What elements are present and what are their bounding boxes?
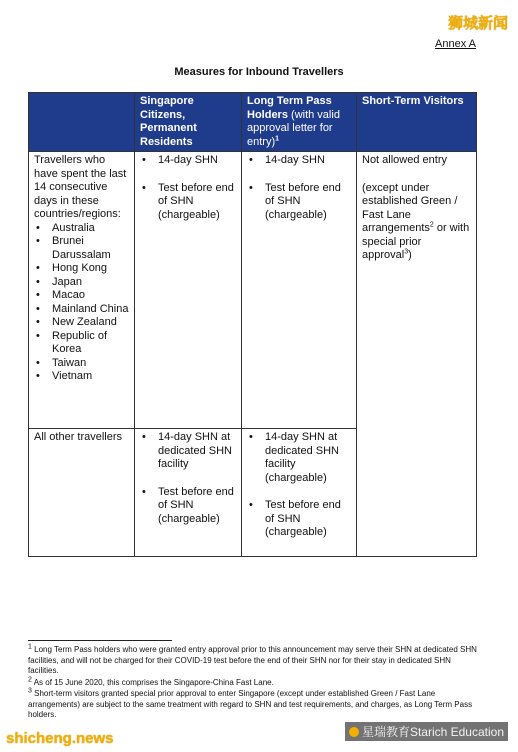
footnote-1: $^1$ Long Term Pass holders who were granted entry approval prior to this announcement may serve their SHN at dedicated SHN facilities, and will not be charged for their COVID-19 test before the end of their SHN nor for their stay in dedicated SHN facilities. <box>28 643 477 675</box>
header-sc-pr: Singapore Citizens, Permanent Residents <box>135 93 242 152</box>
row1-ltph-cell <box>242 152 357 429</box>
header-ltph <box>242 93 357 152</box>
header-ltph-sub: (with valid approval letter for entry) <box>247 108 340 148</box>
measure-list <box>247 154 351 222</box>
measures-table <box>28 92 477 557</box>
footnote-divider <box>28 640 172 641</box>
row2-label-cell: All other travellers <box>29 429 135 557</box>
header-empty <box>29 93 135 152</box>
list-item: • Hong Kong <box>34 262 129 276</box>
stv-sup-a: 2 <box>429 221 434 229</box>
document-title: Measures for Inbound Travellers <box>174 66 344 78</box>
stv-note-b: or with special prior approval <box>362 222 470 261</box>
header-ltph-main: Long Term Pass Holders <box>247 95 332 121</box>
stv-main: Not allowed entry <box>362 154 447 166</box>
table-row <box>29 152 477 429</box>
measure-list <box>247 431 351 540</box>
list-item: • 14-day SHN <box>140 154 236 168</box>
list-item: • Test before end of SHN (chargeable) <box>140 182 236 223</box>
stv-cell <box>357 152 477 557</box>
watermark-top: 狮城新闻 <box>447 15 508 32</box>
list-item: • Republic of Korea <box>34 330 129 357</box>
row1-sc-pr-cell <box>135 152 242 429</box>
list-item: • Test before end of SHN (chargeable) <box>140 486 236 527</box>
stv-note <box>362 182 471 263</box>
footnote-3: $^3$ Short-term visitors granted special prior approval to enter Singapore (except under established Green / Fast Lane arrangements) are subject to the same treatment with regard to SHN and test requirements, and charges, as Long Term Pass holders. <box>28 687 473 719</box>
list-item: • Australia <box>34 222 129 236</box>
row2-sc-pr-cell <box>135 429 242 557</box>
footnote-2: $^2$ As of 15 June 2020, this comprises the Singapore-China Fast Lane. <box>28 675 274 687</box>
measure-list <box>140 154 236 222</box>
list-item: • Macao <box>34 289 129 303</box>
measure-list <box>140 431 236 526</box>
row1-intro: Travellers who have spent the last 14 consecutive days in these countries/regions: <box>34 154 127 220</box>
annex-label: Annex A <box>435 38 476 50</box>
stv-sup-b: 3 <box>404 248 409 256</box>
starich-logo-icon <box>349 727 359 737</box>
list-item: • Taiwan <box>34 357 129 371</box>
header-stv: Short-Term Visitors <box>357 93 477 152</box>
list-item: • Test before end of SHN (chargeable) <box>247 182 351 223</box>
list-item: • Brunei Darussalam <box>34 235 129 262</box>
row2-ltph-cell <box>242 429 357 557</box>
list-item: • Japan <box>34 276 129 290</box>
stv-note-a: (except under established Green / Fast Lane arrangements <box>362 181 458 234</box>
list-item: • Vietnam <box>34 370 129 384</box>
table-header-row <box>29 93 477 152</box>
watermark-bottom-right: 星瑞教育Starich Education <box>345 722 508 741</box>
stv-note-c: ) <box>408 249 412 261</box>
country-list <box>34 222 129 384</box>
list-item: • 14-day SHN at dedicated SHN facility (chargeable) <box>247 431 351 485</box>
list-item: • Test before end of SHN (chargeable) <box>247 499 351 540</box>
header-ltph-sup: 1 <box>275 134 280 142</box>
list-item: • Mainland China <box>34 303 129 317</box>
list-item: • 14-day SHN <box>247 154 351 168</box>
row1-label-cell <box>29 152 135 429</box>
list-item: • 14-day SHN at dedicated SHN facility <box>140 431 236 472</box>
watermark-bottom-left: shicheng.news <box>6 730 114 747</box>
footnotes <box>28 645 483 722</box>
list-item: • New Zealand <box>34 316 129 330</box>
